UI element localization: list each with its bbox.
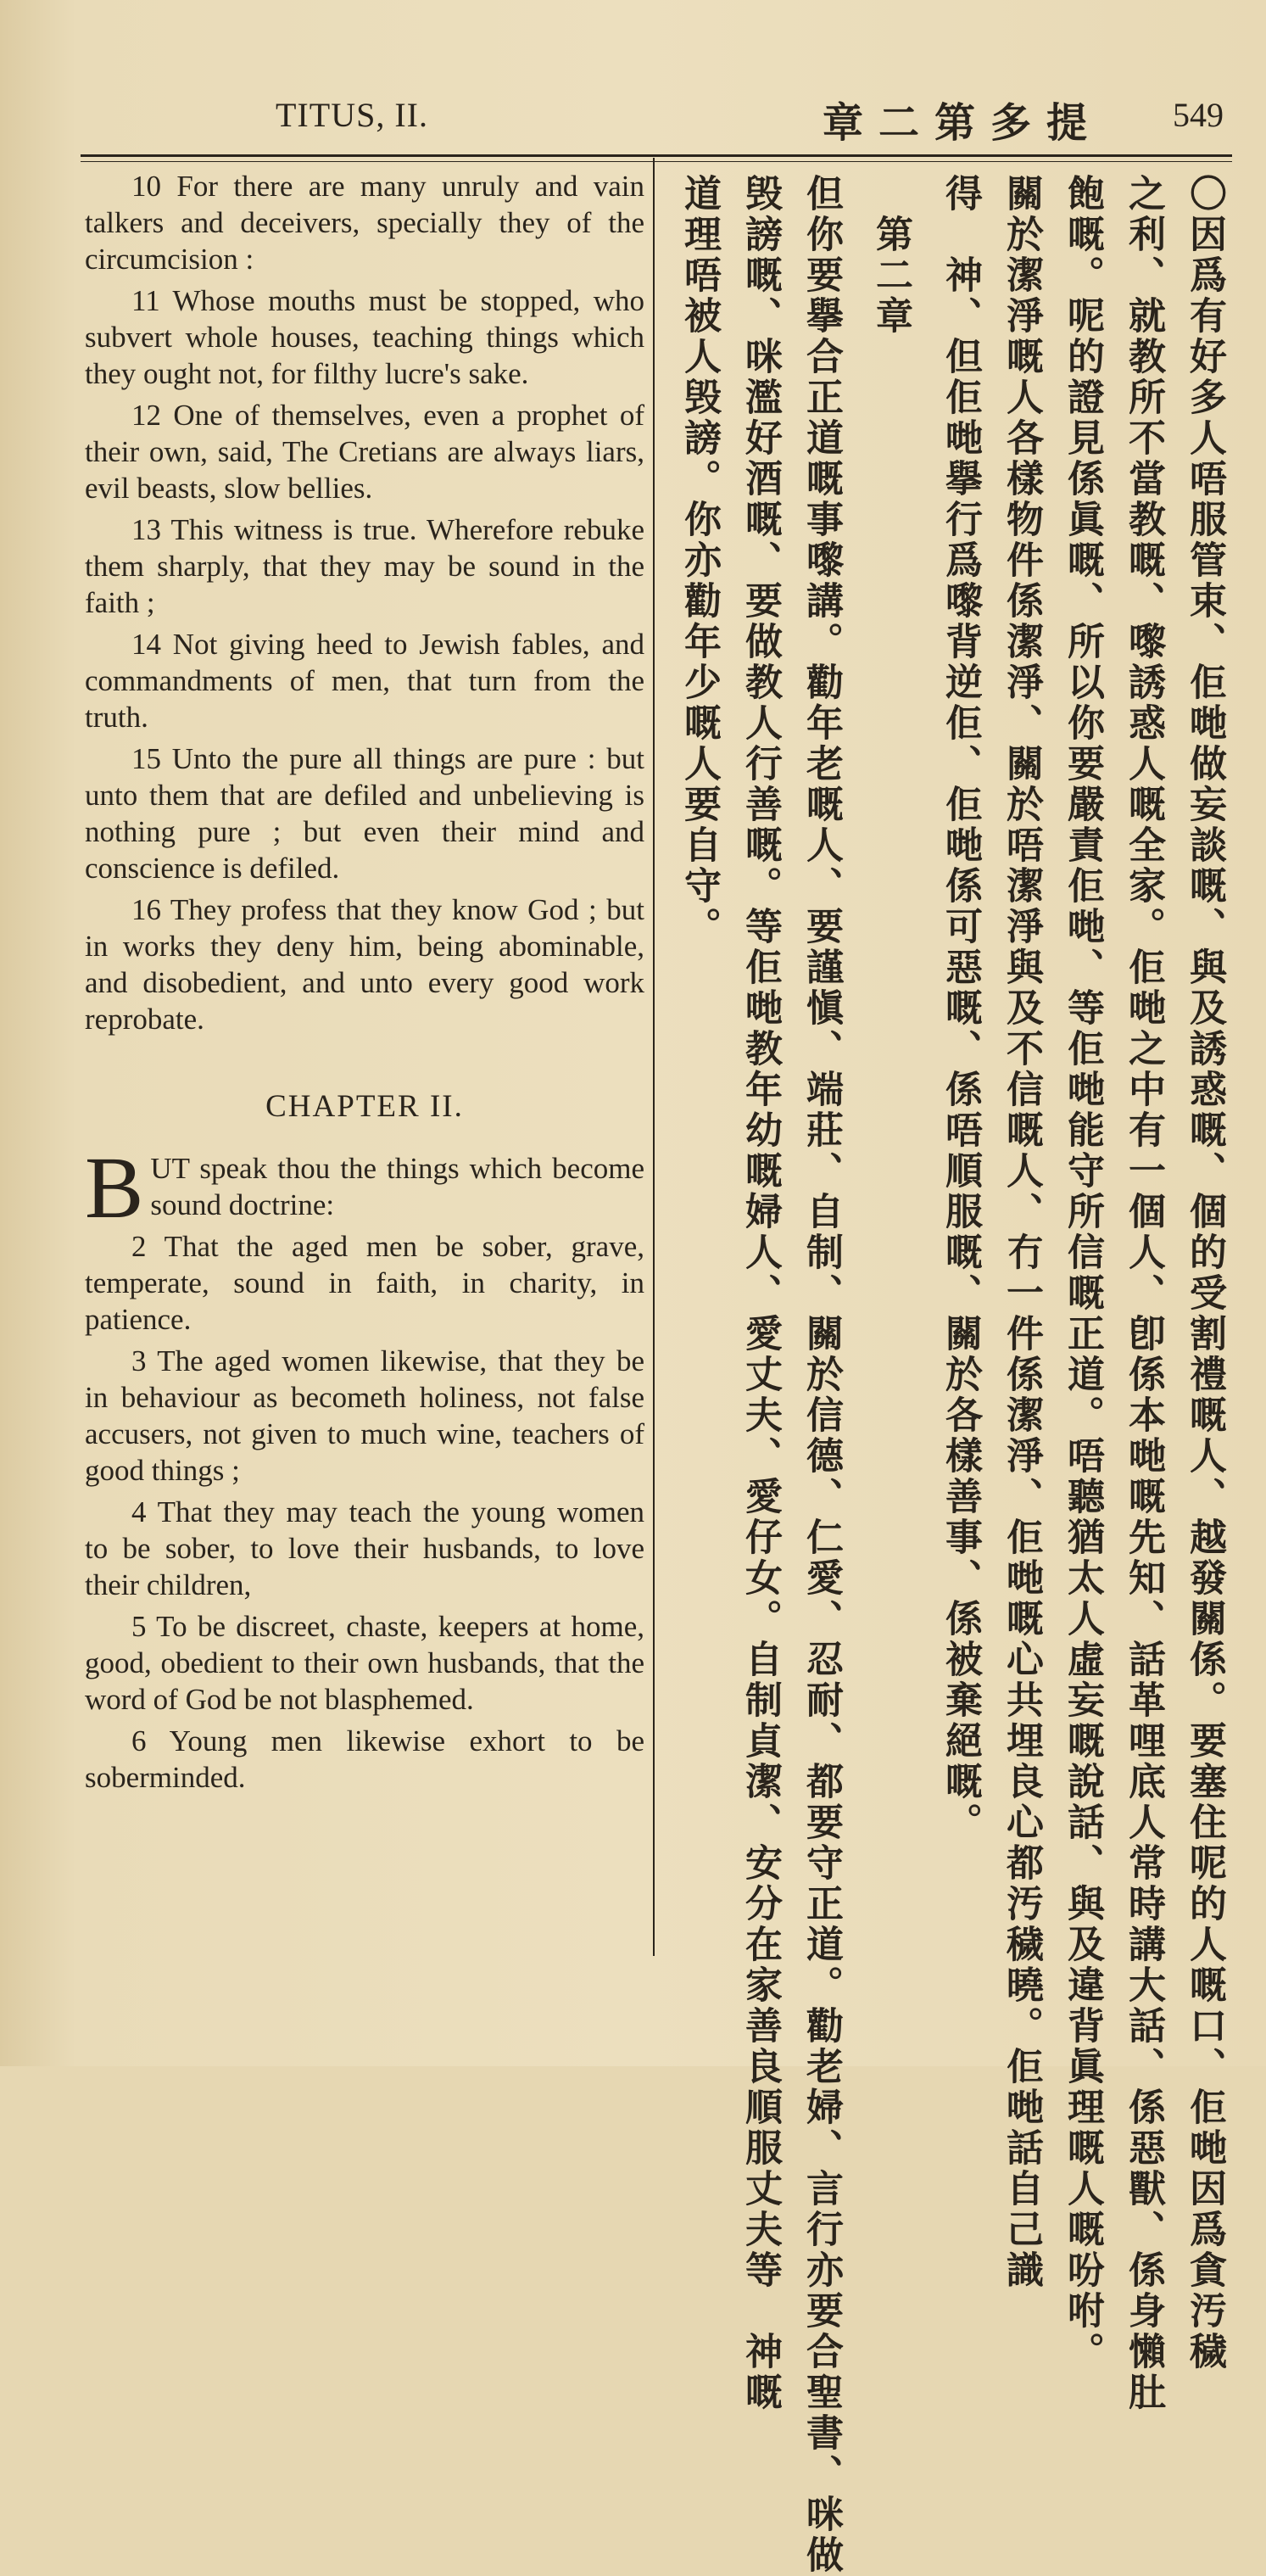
chinese-text-column: 得 神、但佢哋擧行爲嚟背逆佢、佢哋係可惡嘅、係唔順服嘅、關於各樣善事、係被棄絕嘅。 [939, 174, 982, 1843]
page-number: 549 [1173, 96, 1224, 134]
verse-1-12: 12 One of themselves, even a prophet of their own, said, The Cretians are always liars, evil beasts, slow bellies. [85, 399, 644, 505]
header-rule-thin [81, 161, 1232, 162]
chinese-text-column: 飽嘅。呢的證見係眞嘅、所以你要嚴責佢哋、等佢哋能守所信嘅正道。唔聽猶太人虛妄嘅說話、與及違背眞理嘅人嘅吩咐。 [1061, 174, 1104, 2372]
verse-1-14: 14 Not giving heed to Jewish fables, and commandments of men, that turn from the truth. [85, 628, 644, 734]
header-rule [81, 154, 1232, 157]
verse-2-2: 2 That the aged men be sober, grave, temperate, sound in faith, in charity, in patience. [85, 1230, 644, 1336]
column-divider [653, 158, 655, 1956]
verse-1-15: 15 Unto the pure all things are pure : but unto them that are defiled and unbelieving is nothing pure ; but even their mind and conscience is defiled. [85, 742, 644, 885]
verse-1-10: 10 For there are many unruly and vain talkers and deceivers, specially they of the circumcision : [85, 170, 644, 276]
chinese-chapter-heading: 第二章 [869, 174, 912, 337]
running-header [81, 85, 1232, 147]
chinese-text-column: 關於潔淨嘅人各樣物件係潔淨、關於唔潔淨與及不信嘅人、冇一件係潔淨、佢哋嘅心共埋良心都汚穢曉。佢哋話自己識 [1000, 174, 1043, 2291]
verse-2-6: 6 Young men likewise exhort to be soberminded. [85, 1724, 644, 1794]
verse-2-4: 4 That they may teach the young women to be sober, to love their husbands, to love their children, [85, 1495, 644, 1601]
verse-2-5: 5 To be discreet, chaste, keepers at home, good, obedient to their own husbands, that the word of God be not blasphemed. [85, 1610, 644, 1716]
verse-1-11: 11 Whose mouths must be stopped, who subvert whole houses, teaching things which they ought not, for filthy lucre's sake. [85, 284, 644, 390]
verse-1-16: 16 They profess that they know God ; but in works they deny him, being abominable, and disobedient, and unto every good work reprobate. [85, 893, 644, 1036]
chinese-text-column: 之利、就教所不當教嘅、嚟誘惑人嘅全家。佢哋之中有一個人、卽係本哋嘅先知、話革哩底人常時講大話、係惡獸、係身懶肚 [1122, 174, 1165, 2413]
chapter-heading: CHAPTER II. [265, 1089, 464, 1124]
english-column [85, 168, 644, 1801]
header-english-title: TITUS, II. [276, 96, 428, 134]
header-chinese-title: 章二第多提 [823, 99, 1103, 147]
chinese-text-column: 毁謗嘅、咪濫好酒嘅、要做教人行善嘅。等佢哋教年幼嘅婦人、愛丈夫、愛仔女。自制貞潔、安分在家善良順服丈夫等 神嘅 [739, 174, 782, 2413]
verse-1-13: 13 This witness is true. Wherefore rebuke them sharply, that they may be sound in the faith ; [85, 513, 644, 619]
verse-2-1 [85, 1139, 644, 1237]
drop-cap: B [85, 1139, 144, 1237]
chinese-column [670, 174, 1230, 2576]
chinese-text-column: 〇因爲有好多人唔服管束、佢哋做妄談嘅、與及誘惑嘅、個的受割禮嘅人、越發關係。要塞住呢的人嘅口、佢哋因爲貪汚穢 [1183, 174, 1226, 2372]
verse-2-3: 3 The aged women likewise, that they be in behaviour as becometh holiness, not false accusers, not given to much wine, teachers of good things ; [85, 1344, 644, 1487]
chinese-text-column: 但你要擧合正道嘅事嚟講。勸年老嘅人、要謹愼、端莊、自制、關於信德、仁愛、忍耐、都要守正道。勸老婦、言行亦要合聖書、咪做 [800, 174, 843, 2576]
chinese-text-column: 道理唔被人毁謗。你亦勸年少嘅人要自守。 [678, 174, 721, 947]
verse-2-1-text: UT speak thou the things which become sound doctrine: [150, 1152, 644, 1221]
